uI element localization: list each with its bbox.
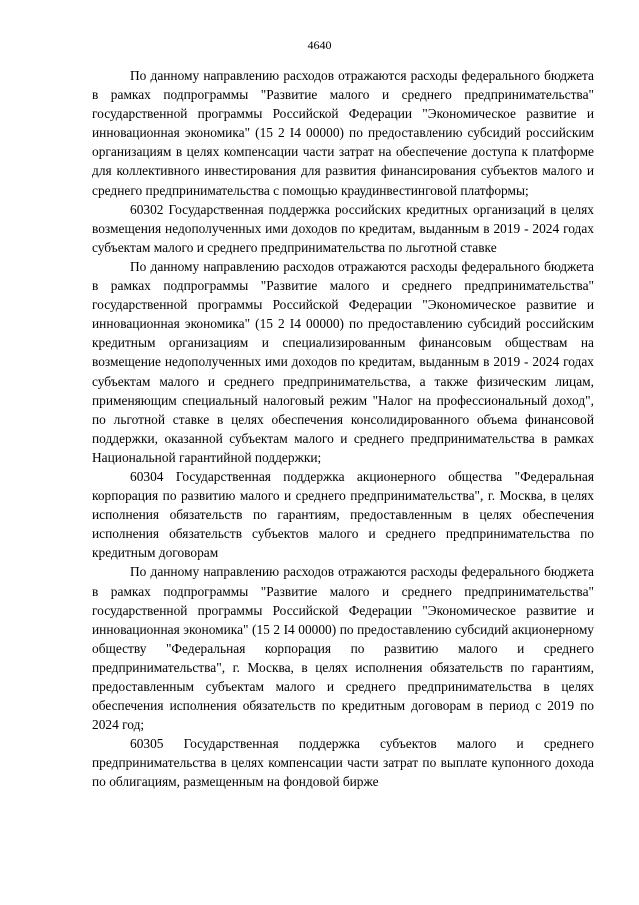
page-number: 4640 <box>307 38 332 52</box>
document-body <box>92 66 594 792</box>
paragraph-code-60304: 60304 Государственная поддержка акционерного общества "Федеральная корпорация по развитию малого и среднего предпринимательства", г. Москва, в целях исполнения обязательств по гарантиям, предоставленным в целях обеспечения исполнения обязательств субъектов малого и среднего предпринимательства по кредитным договорам <box>92 468 594 561</box>
paragraph-code-60302: 60302 Государственная поддержка российских кредитных организаций в целях возмещения недополученных ими доходов по кредитам, выданным в 2019 - 2024 годах субъектам малого и среднего предпринимательства по льготной ставке <box>92 201 594 255</box>
paragraph-expense-description-guarantees: По данному направлению расходов отражаются расходы федерального бюджета в рамках подпрограммы "Развитие малого и среднего предпринимательства" государственной программы Российской Федерации "Экономическое развитие и инновационная экономика" (15 2 I4 00000) по предоставлению субсидий акционерному обществу "Федеральная корпорация по развитию малого и среднего предпринимательства", г. Москва, в целях исполнения обязательств по гарантиям, предоставленным субъектам малого и среднего предпринимательства в целях обеспечения исполнения обязательств по кредитным договорам в период с 2019 по 2024 год; <box>92 564 594 733</box>
paragraph-expense-description-credit-organizations: По данному направлению расходов отражаются расходы федерального бюджета в рамках подпрограммы "Развитие малого и среднего предпринимательства" государственной программы Российской Федерации "Экономическое развитие и инновационная экономика" (15 2 I4 00000) по предоставлению субсидий российским кредитным организациям и специализированным финансовым обществам на возмещение недополученных ими доходов по кредитам, выданным в 2019 - 2024 годах субъектам малого и среднего предпринимательства, а также физическим лицам, применяющим специальный налоговый режим "Налог на профессиональный доход", по льготной ставке в целях обеспечения консолидированного объема финансовой поддержки, оказанной субъектам малого и среднего предпринимательства в рамках Национальной гарантийной поддержки; <box>92 258 594 465</box>
paragraph-expense-description-crowdinvesting: По данному направлению расходов отражаются расходы федерального бюджета в рамках подпрограммы "Развитие малого и среднего предпринимательства" государственной программы Российской Федерации "Экономическое развитие и инновационная экономика" (15 2 I4 00000) по предоставлению субсидий российским организациям в целях компенсации части затрат на обеспечение доступа к платформе для коллективного инвестирования для развития финансирования субъектов малого и среднего предпринимательства с помощью краудинвестинговой платформы; <box>92 68 594 198</box>
paragraph-code-60305: 60305 Государственная поддержка субъектов малого и среднего предпринимательства в целях компенсации части затрат по выплате купонного дохода по облигациям, размещенным на фондовой бирже <box>92 736 594 790</box>
